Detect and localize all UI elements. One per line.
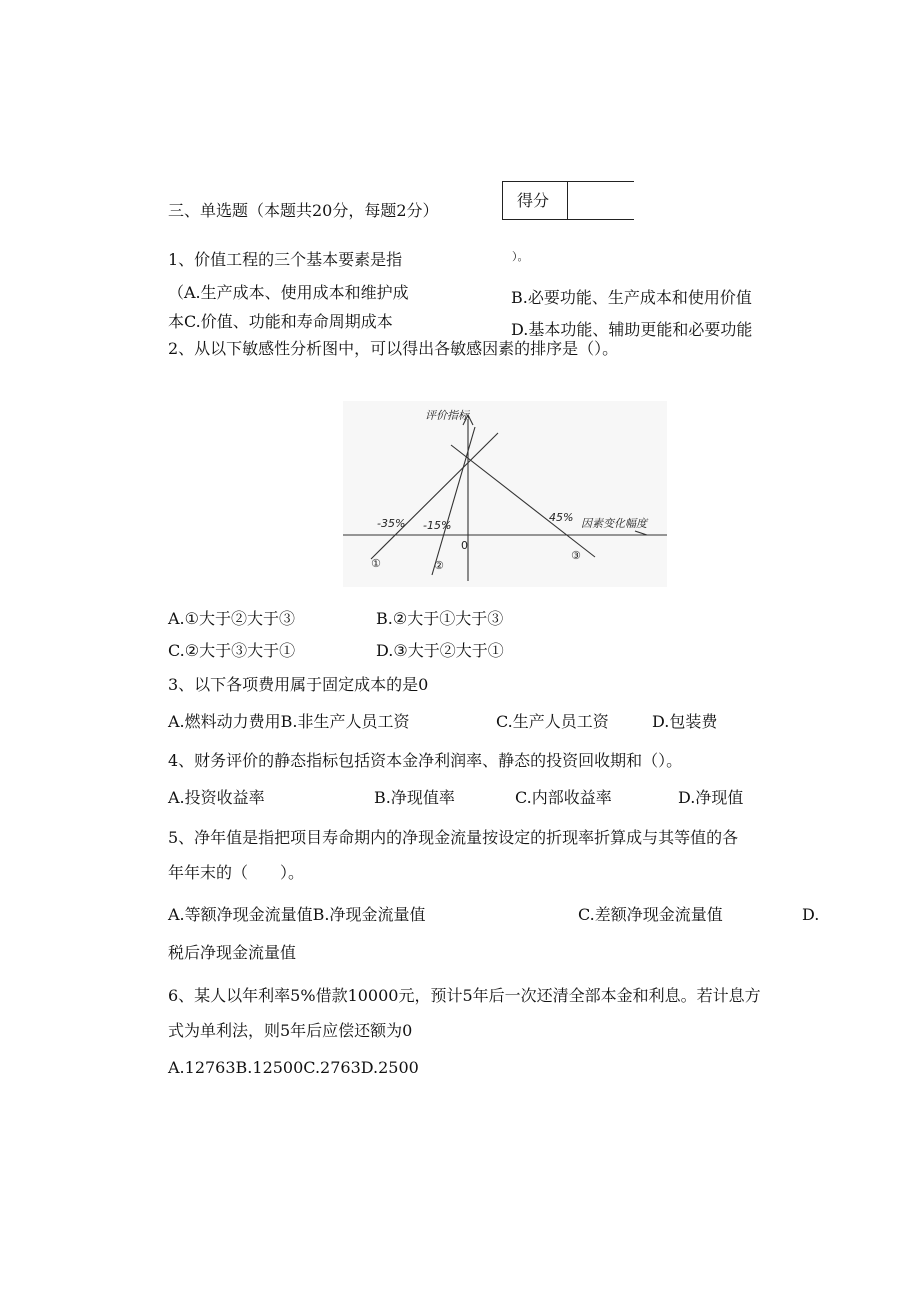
sensitivity-chart-svg <box>343 401 667 587</box>
annotation-45: 45% <box>549 511 574 524</box>
q1-option-b: B.必要功能、生产成本和使用价值 <box>511 288 752 307</box>
q6-stem-line-1: 6、某人以年利率5%借款10000元，预计5年后一次还清全部本金和利息。若计息方 <box>168 986 761 1005</box>
q1-line-a: （A.生产成本、使用成本和维护成 <box>168 283 409 302</box>
series-label-2: ② <box>434 559 444 572</box>
q2-stem: 2、从以下敏感性分析图中，可以得出各敏感因素的排序是（）。 <box>168 339 619 358</box>
q2-option-c: C.②大于③大于① <box>168 641 296 660</box>
q1-option-d: D.基本功能、辅助更能和必要功能 <box>511 320 753 337</box>
q3-option-ab: A.燃料动力费用B.非生产人员工资 <box>168 712 410 731</box>
q5-option-ab: A.等额净现金流量值B.净现金流量值 <box>168 905 426 924</box>
origin-label: 0 <box>461 539 468 552</box>
q5-option-d: D. <box>802 905 820 924</box>
q1-stem-end: ）。 <box>512 250 529 263</box>
q2-option-b: B.②大于①大于③ <box>376 609 504 628</box>
q1-stem: 1、价值工程的三个基本要素是指 <box>168 250 403 269</box>
q5-stem-line-2: 年年末的（ ）。 <box>168 863 305 882</box>
score-box <box>502 181 634 220</box>
q4-option-a: A.投资收益率 <box>168 788 265 807</box>
x-axis-label: 因素变化幅度 <box>581 517 647 530</box>
q2-option-a: A.①大于②大于③ <box>168 609 295 628</box>
q4-option-d: D.净现值 <box>678 788 744 807</box>
q6-stem-line-2: 式为单利法，则5年后应偿还额为0 <box>168 1021 413 1040</box>
section-title: 三、单选题（本题共20分，每题2分） <box>168 201 439 220</box>
q1-line-c: 本C.价值、功能和寿命周期成本 <box>168 312 393 331</box>
q3-option-c: C.生产人员工资 <box>496 712 609 731</box>
q5-option-c: C.差额净现金流量值 <box>578 905 723 924</box>
y-axis-label: 评价指标 <box>425 409 469 422</box>
q5-option-d-text: 税后净现金流量值 <box>168 943 297 962</box>
q4-stem: 4、财务评价的静态指标包括资本金净利润率、静态的投资回收期和（）。 <box>168 751 683 770</box>
q3-stem: 3、以下各项费用属于固定成本的是0 <box>168 675 429 694</box>
q3-option-d: D.包装费 <box>652 712 718 731</box>
chart-background <box>343 401 667 587</box>
q4-option-c: C.内部收益率 <box>515 788 612 807</box>
annotation-minus-15: -15% <box>423 519 452 532</box>
series-label-1: ① <box>371 557 381 570</box>
q5-stem-line-1: 5、净年值是指把项目寿命期内的净现金流量按设定的折现率折算成与其等值的各 <box>168 828 739 847</box>
sensitivity-chart <box>343 401 667 587</box>
q6-options: A.12763B.12500C.2763D.2500 <box>168 1058 419 1077</box>
q4-option-b: B.净现值率 <box>374 788 455 807</box>
annotation-minus-35: -35% <box>377 517 406 530</box>
series-label-3: ③ <box>571 549 581 562</box>
score-label: 得分 <box>517 191 550 210</box>
q2-option-d: D.③大于②大于① <box>376 641 504 660</box>
